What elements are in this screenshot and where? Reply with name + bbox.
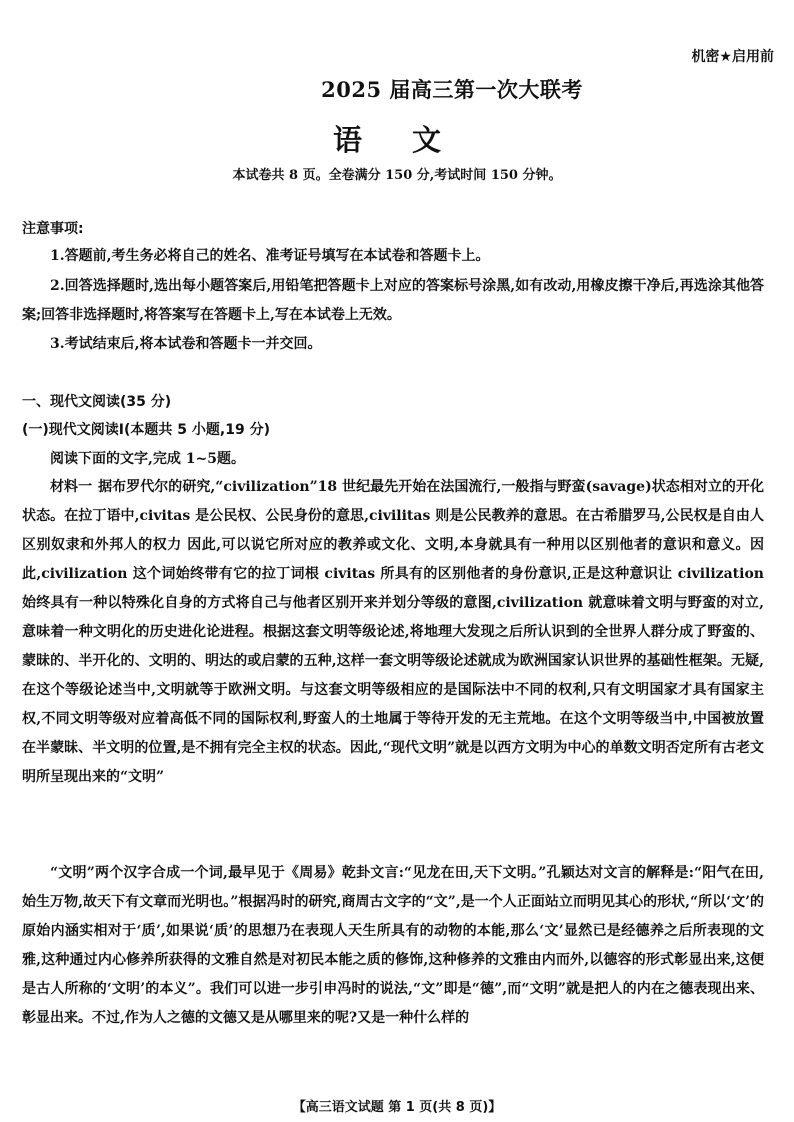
exam-info: 本试卷共 8 页。全卷满分 150 分,考试时间 150 分钟。 xyxy=(232,168,562,183)
subsection-title: (一)现代文阅读Ⅰ(本题共 5 小题,19 分) xyxy=(22,422,270,438)
page-footer: 【高三语文试题 第 1 页(共 8 页)】 xyxy=(292,1100,502,1115)
notice-item: 3.考试结束后,将本试卷和答题卡一并交回。 xyxy=(50,336,322,352)
material-two-paragraph: “文明”两个汉字合成一个词,最早见于《周易》乾卦文言:“见龙在田,天下文明。”孔颖达对文言的解释是:“阳气在田,始生万物,故天下有文章而光明也。”根据冯时的研究,商周古文字的“文”,是一个人正面站立而明见其心的形状,“所以‘文’的原始内涵实相对于‘质’,如果说‘质’的思想乃在表现人天生所具有的动物的本能,那么‘文’显然已是经德养之后所表现的文雅,这种通过内心修养所获得的文雅自然是对初民本能之质的修饰,这种修养的文雅由内而外,以德容的形式彰显出来,这便是古人所称的‘文明’的本义”。我们可以进一步引申冯时的说法,“文”即是“德”,而“文明”就是把人的内在之德表现出来、彰显出来。不过,作为人之德的文德又是从哪里来的呢?又是一种什么样的 xyxy=(22,865,764,1026)
notice-title: 注意事项: xyxy=(22,221,84,237)
section-title: 一、现代文阅读(35 分) xyxy=(22,394,172,410)
notice-item: 2.回答选择题时,选出每小题答案后,用铅笔把答题卡上对应的答案标号涂黑,如有改动,用橡皮擦干净后,再选涂其他答案;回答非选择题时,将答案写在答题卡上,写在本试卷上无效。 xyxy=(22,278,764,323)
reading-instruction: 阅读下面的文字,完成 1~5题。 xyxy=(50,451,245,467)
material-label: 材料一 xyxy=(50,479,93,495)
material-one-text: 据布罗代尔的研究,“civilization”18 世纪最先开始在法国流行,一般指与野蛮(savage)状态相对立的开化状态。在拉丁语中,civitas 是公民权、公民身份的意思,civilitas 则是公民教养的意思。在古希腊罗马,公民权是自由人区别奴隶和外邦人的权力 因此,可以说它所对应的教养或文化、文明,本身就具有一种用以区别他者的意识和意义。因此,civilization 这个词始终带有它的拉丁词根 civitas 所具有的区别他者的身份意识,正是这种意识让 civilization 始终具有一种以特殊化自身的方式将自己与他者区别开来并划分等级的意图,civilization 就意味着文明与野蛮的对立,意味着一种文明化的历史进化论进程。根据这套文明等级论述,将地理大发现之后所认识到的全世界人群分成了野蛮的、蒙昧的、半开化的、文明的、明达的或启蒙的五种,这样一套文明等级论述就成为欧洲国家认识世界的基础性框架。无疑,在这个等级论述当中,文明就等于欧洲文明。与这套文明等级相应的是国际法中不同的权利,只有文明国家才具有国家主权,不同文明等级对应着高低不同的国际权利,野蛮人的土地属于等待开发的无主荒地。在这个文明等级当中,中国被放置在半蒙昧、半文明的位置,是不拥有完全主权的状态。因此,“现代文明”就是以西方文明为中心的单数文明否定所有古老文明所呈现出来的“文明” xyxy=(22,479,765,785)
subject-title: 语 文 xyxy=(332,123,462,157)
notice-item: 1.答题前,考生务必将自己的姓名、准考证号填写在本试卷和答题卡上。 xyxy=(50,248,490,264)
exam-title: 2025 届高三第一次大联考 xyxy=(321,77,583,102)
confidential-label: 机密★启用前 xyxy=(691,49,774,65)
material-one-paragraph xyxy=(22,473,764,792)
